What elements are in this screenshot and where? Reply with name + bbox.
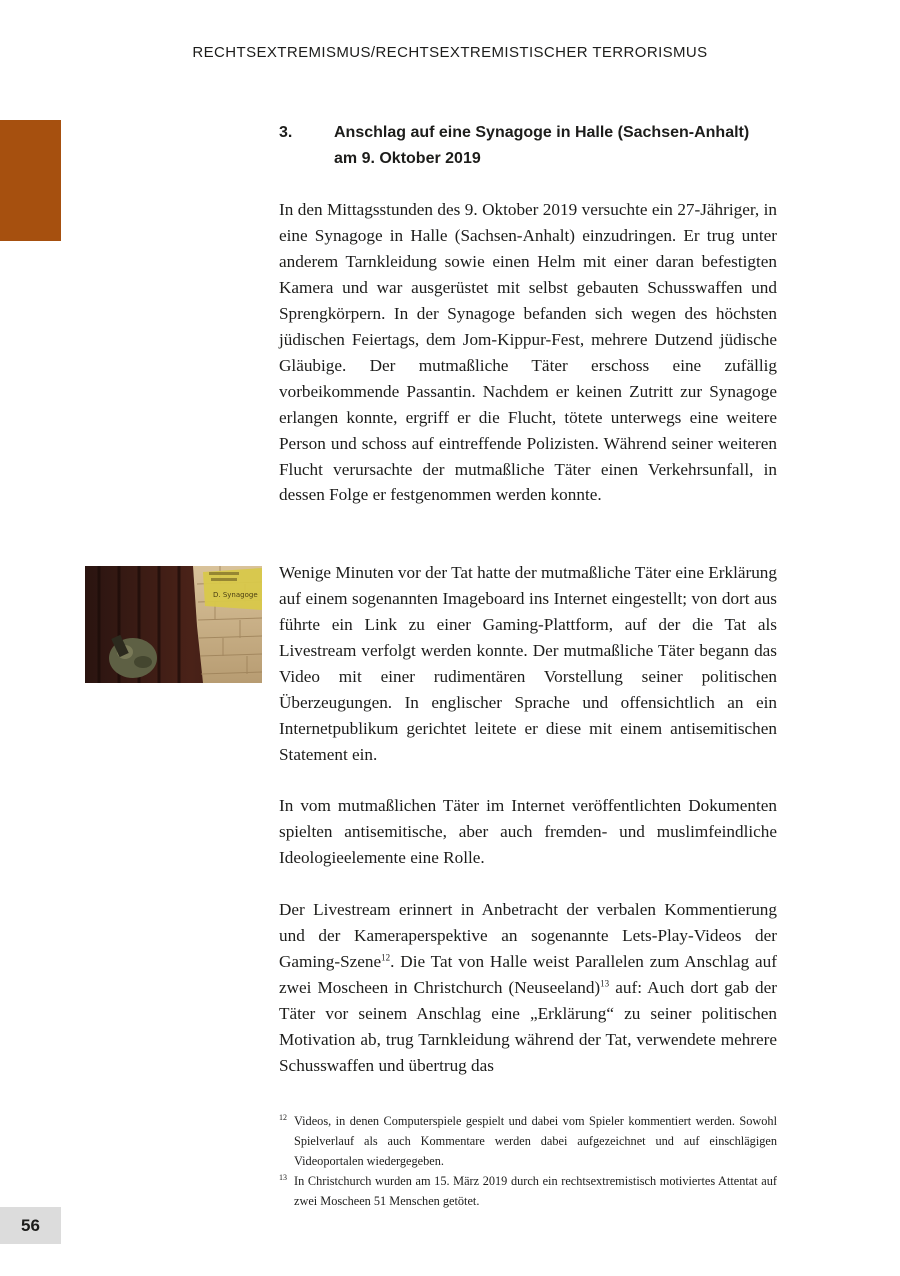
footnote-text: In Christchurch wurden am 15. März 2019 durch ein rechtsextremistisch motiviertes Attentat auf zwei Moscheen 51 Menschen getötet. [294,1174,777,1208]
footnote-ref-13[interactable]: 13 [600,978,610,989]
footnote-number: 13 [279,1173,287,1182]
footnote-12 [279,1111,777,1171]
paragraph-4-part-1: Der Livestream erinnert in Anbetracht der verbalen Kommentierung und der Kameraperspektive an sogenannte Lets-Play-Videos der Gaming-Szene [279,900,777,971]
page-number: 56 [0,1207,61,1244]
footnote-13 [279,1171,777,1211]
paragraph-4-part-2: . Die Tat von Halle weist Parallelen zum Anschlag auf zwei Moscheen in Christchurch (Neuseeland) [279,951,777,997]
section-title: Anschlag auf eine Synagoge in Halle (Sachsen-Anhalt) am 9. Oktober 2019 [334,124,750,167]
paragraph-2: Wenige Minuten vor der Tat hatte der mutmaßliche Täter eine Erklärung auf einem sogenannten Imageboard ins Internet eingestellt; von dort aus führte ein Link zu einer Gaming-Plattform, auf der die Tat als Livestream verfolgt werden konnte. Der mutmaßliche Täter begann das Video mit einer rudimentären Vorstellung seiner politischen Überzeugungen. In englischer Sprache und offensichtlich an ein Internetpublikum gerichtet leitete er diese mit einem antisemitischen Statement ein. [279,563,777,764]
paragraph-3: In vom mutmaßlichen Täter im Internet veröffentlichten Dokumenten spielten antisemitische, aber auch fremden- und muslimfeindliche Ideologieelemente eine Rolle. [279,796,777,867]
photo-illustration [85,566,262,683]
footnote-number: 12 [279,1113,287,1122]
paragraph-1: In den Mittagsstunden des 9. Oktober 2019 versuchte ein 27-Jähriger, in eine Synagoge in Halle (Sachsen-Anhalt) einzudringen. Er trug unter anderem Tarnkleidung sowie einen Helm mit einer daran befestigten Kamera und war ausgerüstet mit selbst gebauten Schusswaffen und Sprengkörpern. In der Synagoge befanden sich wegen des höchsten jüdischen Feiertags, dem Jom-Kippur-Fest, mehrere Dutzend jüdische Gläubige. Der mutmaßliche Täter erschoss eine zufällig vorbeikommende Passantin. Nachdem er keinen Zutritt zur Synagoge erlangen konnte, ergriff er die Flucht, tötete unterwegs eine weitere Person und schoss auf eintreffende Polizisten. Während seiner weiteren Flucht verursachte der mutmaßliche Täter einen Verkehrsunfall, in dessen Folge er festgenommen werden konnte. [279,200,777,505]
paragraph-4 [279,897,777,1079]
synagogue-sign-text: D. Synagoge [213,591,258,599]
running-head: RECHTSEXTREMISMUS/RECHTSEXTREMISTISCHER TERRORISMUS [192,44,708,61]
chapter-tab [0,120,61,241]
livestream-still-photo [85,566,262,683]
section-heading [279,120,779,172]
paragraph-4-part-3: auf: Auch dort gab der Täter vor seinem Anschlag eine „Erklärung“ zu seiner politischen Motivation ab, trug Tarnkleidung während der Tat, verwendete mehrere Schusswaffen und übertrug das [279,977,778,1075]
footnote-ref-12[interactable]: 12 [381,952,391,963]
footnote-text: Videos, in denen Computerspiele gespielt und dabei vom Spieler kommentiert werden. Sowohl Spielverlauf als auch Kommentare werden dabei aufgezeichnet und auf einschlägigen Videoportalen wiedergegeben. [294,1114,777,1168]
footnotes [279,1111,777,1211]
section-number: 3. [279,124,293,141]
